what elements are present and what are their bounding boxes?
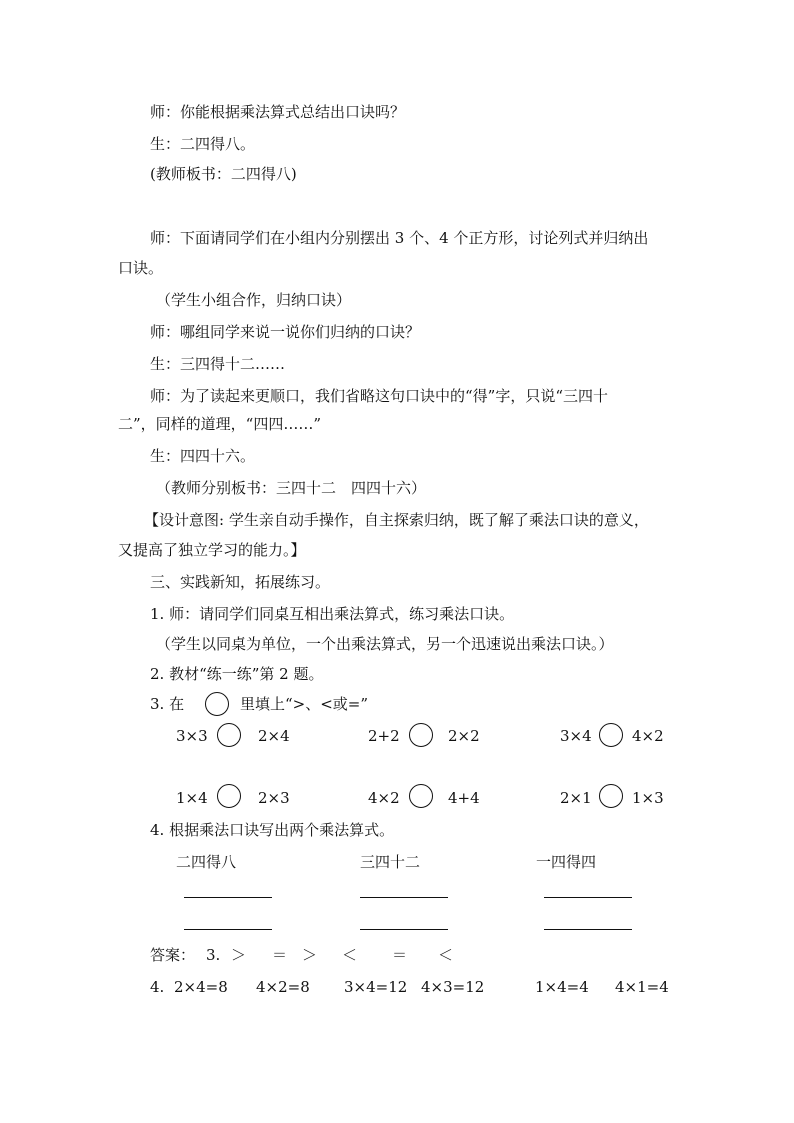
answer-symbol: ＞: [231, 946, 247, 964]
design-intent-line-1: 【设计意图: 学生亲自动手操作，自主探索归纳，既了解了乘法口诀的意义，: [144, 511, 649, 529]
answer-blank[interactable]: [184, 897, 272, 898]
blank-circle-icon: [205, 692, 229, 716]
rhyme-label: 二四得八: [176, 853, 237, 871]
exercise-item-3-suffix: 里填上“>、<或=”: [240, 695, 369, 713]
compare-left: 2×1: [560, 789, 592, 807]
dialogue-line: 生：三四得十二……: [150, 355, 286, 373]
dialogue-line: (教师板书：二四得八): [150, 165, 297, 183]
compare-right: 2×4: [258, 727, 290, 745]
dialogue-line: 口诀。: [118, 259, 164, 277]
compare-answer-circle[interactable]: [599, 784, 623, 808]
compare-left: 4×2: [368, 789, 400, 807]
answer-equation: 4×3=12: [421, 978, 485, 996]
compare-answer-circle[interactable]: [217, 784, 241, 808]
compare-right: 2×3: [258, 789, 290, 807]
answer-equation: 4×2=8: [256, 978, 310, 996]
compare-answer-circle[interactable]: [599, 723, 623, 747]
exercise-item-1-note: （学生以同桌为单位，一个出乘法算式，另一个迅速说出乘法口诀。）: [156, 635, 614, 653]
answer-symbol: ＜: [438, 946, 454, 964]
design-intent-line-2: 又提高了独立学习的能力。】: [118, 541, 306, 559]
answer-equation: 3×4=12: [344, 978, 408, 996]
rhyme-label: 三四十二: [360, 853, 421, 871]
answer-symbol: ＜: [342, 946, 358, 964]
compare-answer-circle[interactable]: [409, 723, 433, 747]
section-heading: 三、实践新知，拓展练习。: [150, 573, 331, 591]
answer-symbol: ＝: [392, 946, 408, 964]
answers-label: 答案：: [150, 946, 196, 964]
answer-blank[interactable]: [360, 897, 448, 898]
answers-prefix: 4.: [150, 978, 165, 996]
answers-prefix: 3.: [206, 946, 221, 964]
dialogue-line: 生：四四十六。: [150, 447, 256, 465]
compare-left: 2+2: [368, 727, 400, 745]
rhyme-label: 一四得四: [536, 853, 597, 871]
compare-left: 3×4: [560, 727, 592, 745]
dialogue-line: 生：二四得八。: [150, 135, 256, 153]
answer-symbol: ＝: [272, 946, 288, 964]
dialogue-line: 师：下面请同学们在小组内分别摆出 3 个、4 个正方形，讨论列式并归纳出: [150, 229, 649, 247]
answer-blank[interactable]: [360, 929, 448, 930]
dialogue-line: 师：哪组同学来说一说你们归纳的口诀？: [150, 323, 421, 341]
dialogue-line: （学生小组合作，归纳口诀）: [156, 291, 352, 309]
compare-answer-circle[interactable]: [409, 784, 433, 808]
answer-blank[interactable]: [544, 929, 632, 930]
answer-symbol: ＞: [302, 946, 318, 964]
compare-right: 4×2: [632, 727, 664, 745]
compare-right: 2×2: [448, 727, 480, 745]
dialogue-line: （教师分别板书：三四十二 四四十六）: [156, 479, 427, 497]
dialogue-line: 师：为了读起来更顺口，我们省略这句口诀中的“得”字，只说“三四十: [150, 387, 609, 405]
dialogue-line: 师：你能根据乘法算式总结出口诀吗？: [150, 103, 406, 121]
answer-blank[interactable]: [184, 929, 272, 930]
exercise-item-1: 1. 师：请同学们同桌互相出乘法算式，练习乘法口诀。: [150, 605, 515, 623]
compare-answer-circle[interactable]: [217, 723, 241, 747]
answer-equation: 4×1=4: [615, 978, 669, 996]
dialogue-line: 二”，同样的道理，“四四……”: [118, 415, 322, 433]
compare-right: 4+4: [448, 789, 480, 807]
exercise-item-4: 4. 根据乘法口诀写出两个乘法算式。: [150, 821, 395, 839]
compare-left: 1×4: [176, 789, 208, 807]
answer-equation: 1×4=4: [535, 978, 589, 996]
exercise-item-3-prefix: 3. 在: [150, 695, 185, 713]
compare-left: 3×3: [176, 727, 208, 745]
exercise-item-2: 2. 教材“练一练”第 2 题。: [150, 665, 324, 683]
answer-blank[interactable]: [544, 897, 632, 898]
answer-equation: 2×4=8: [174, 978, 228, 996]
compare-right: 1×3: [632, 789, 664, 807]
